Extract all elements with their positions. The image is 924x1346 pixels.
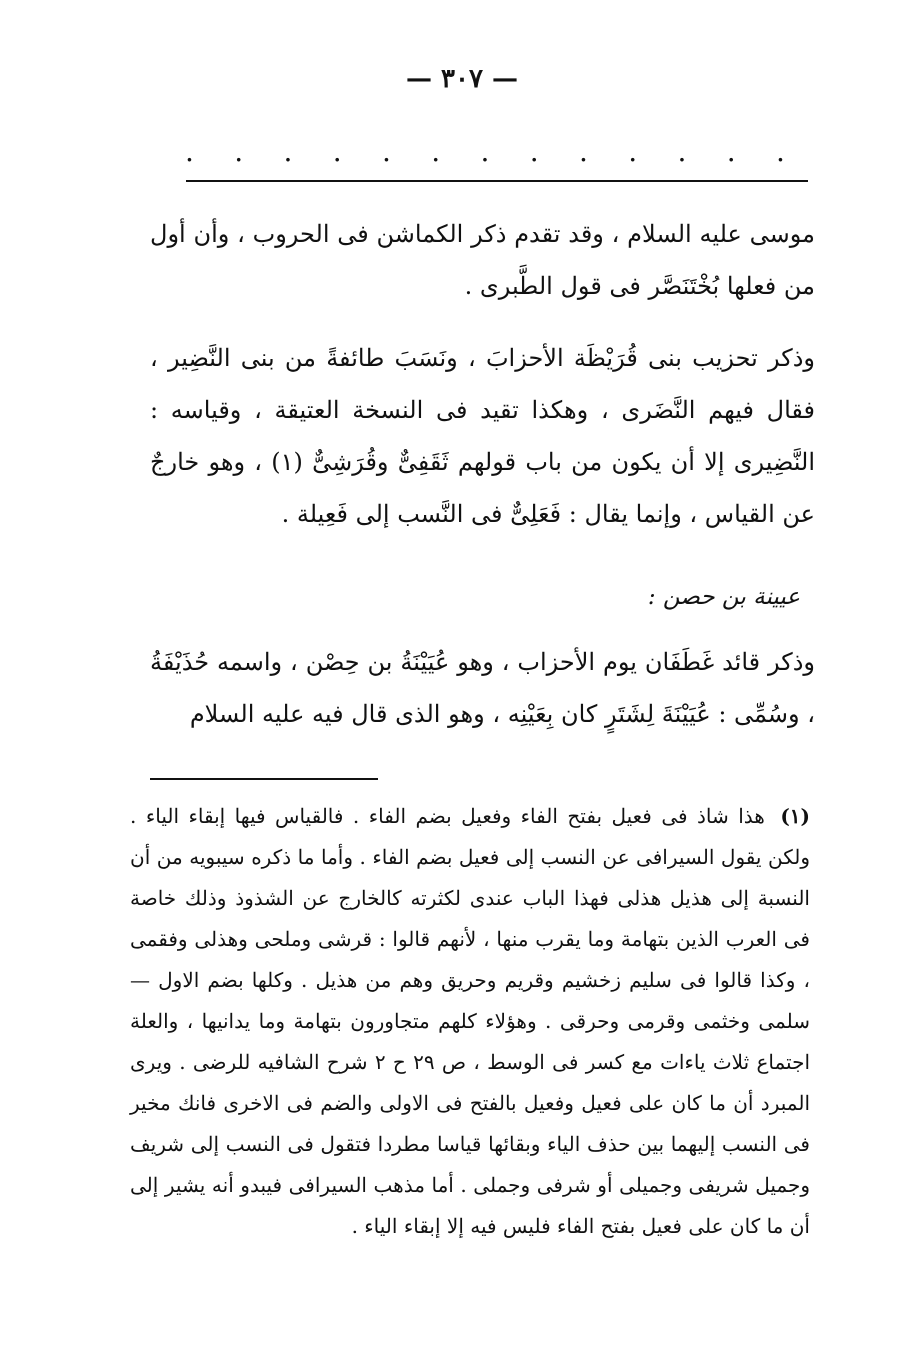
paragraph-1: موسى عليه السلام ، وقد تقدم ذكر الكماشن فى الحروب ، وأن أول من فعلها بُخْتَنَصَّر فى قول الطَّبرى . bbox=[150, 220, 815, 300]
section-heading: عيينة بن حصن : bbox=[647, 584, 800, 610]
paragraph-2: وذكر تحزيب بنى قُرَيْظَة الأحزابَ ، ونَسَبَ طائفةً من بنى النَّضِير ، فقال فيهم النَّضَرى ، وهكذا تقيد فى النسخة العتيقة ، وقياسه : النَّضِيرى إلا أن يكون من باب قولهم ثَقَفِىٌّ وقُرَشِىٌّ (١) ، وهو خارجٌ عن القياس ، وإنما يقال : فَعَلِىٌّ فى النَّسب إلى فَعِيلة . bbox=[150, 344, 815, 528]
footnote-marker: (١) bbox=[780, 804, 810, 828]
page-number: — ٣٠٧ — bbox=[405, 64, 519, 94]
footnote-text: هذا شاذ فى فعيل بفتح الفاء وفعيل بضم الفاء . فالقياس فيها إبقاء الياء . ولكن يقول السيرافى عن النسب إلى فعيل بضم الفاء . وأما ما ذكره سيبويه من أن النسبة إلى هذيل هذلى فهذا الباب عندى لكثرته كالخارج عن الشذوذ وذلك خاصة فى العرب الذين بتهامة وما يقرب منها ، لأنهم قالوا : قرشى وملحى وهذلى وفقمى ، وكذا قالوا فى سليم زخشيم وقريم وحريق وهم من هذيل . وكلها بضم الاول — سلمى وخثمى وقرمى وحرقى . وهؤلاء كلهم متجاورون بتهامة وما يدانيها ، والعلة اجتماع ثلاث ياءات مع كسر فى الوسط ، ص ٢٩ ح ٢ شرح الشافيه للرضى . ويرى المبرد أن ما كان على فعيل وفعيل بالفتح فى الاولى والضم فى الاخرى فانك مخير فى النسب إليهما بين حذف الياء وبقائها قياسا مطردا فتقول فى النسب إلى شريف وجميل شريفى وجميلى أو شرفى وجملى . أما مذهب السيرافى فيبدو أنه يشير إلى أن ما كان على فعيل بفتح الفاء فليس فيه إلا إبقاء الياء . bbox=[130, 804, 810, 1238]
footnote-rule bbox=[150, 778, 378, 780]
header-rule bbox=[186, 180, 808, 182]
paragraph-3: وذكر قائد غَطَفَان يوم الأحزاب ، وهو عُيَيْنَةُ بن حِصْن ، واسمه حُذَيْفَةُ ، وسُمِّى : عُيَيْنَةَ لِشَتَرٍ كان بِعَيْنِه ، وهو الذى قال فيه عليه السلام bbox=[150, 648, 815, 728]
footnote bbox=[130, 796, 810, 1247]
ornamental-dots: . . . . . . . . . . . . . bbox=[185, 135, 785, 168]
